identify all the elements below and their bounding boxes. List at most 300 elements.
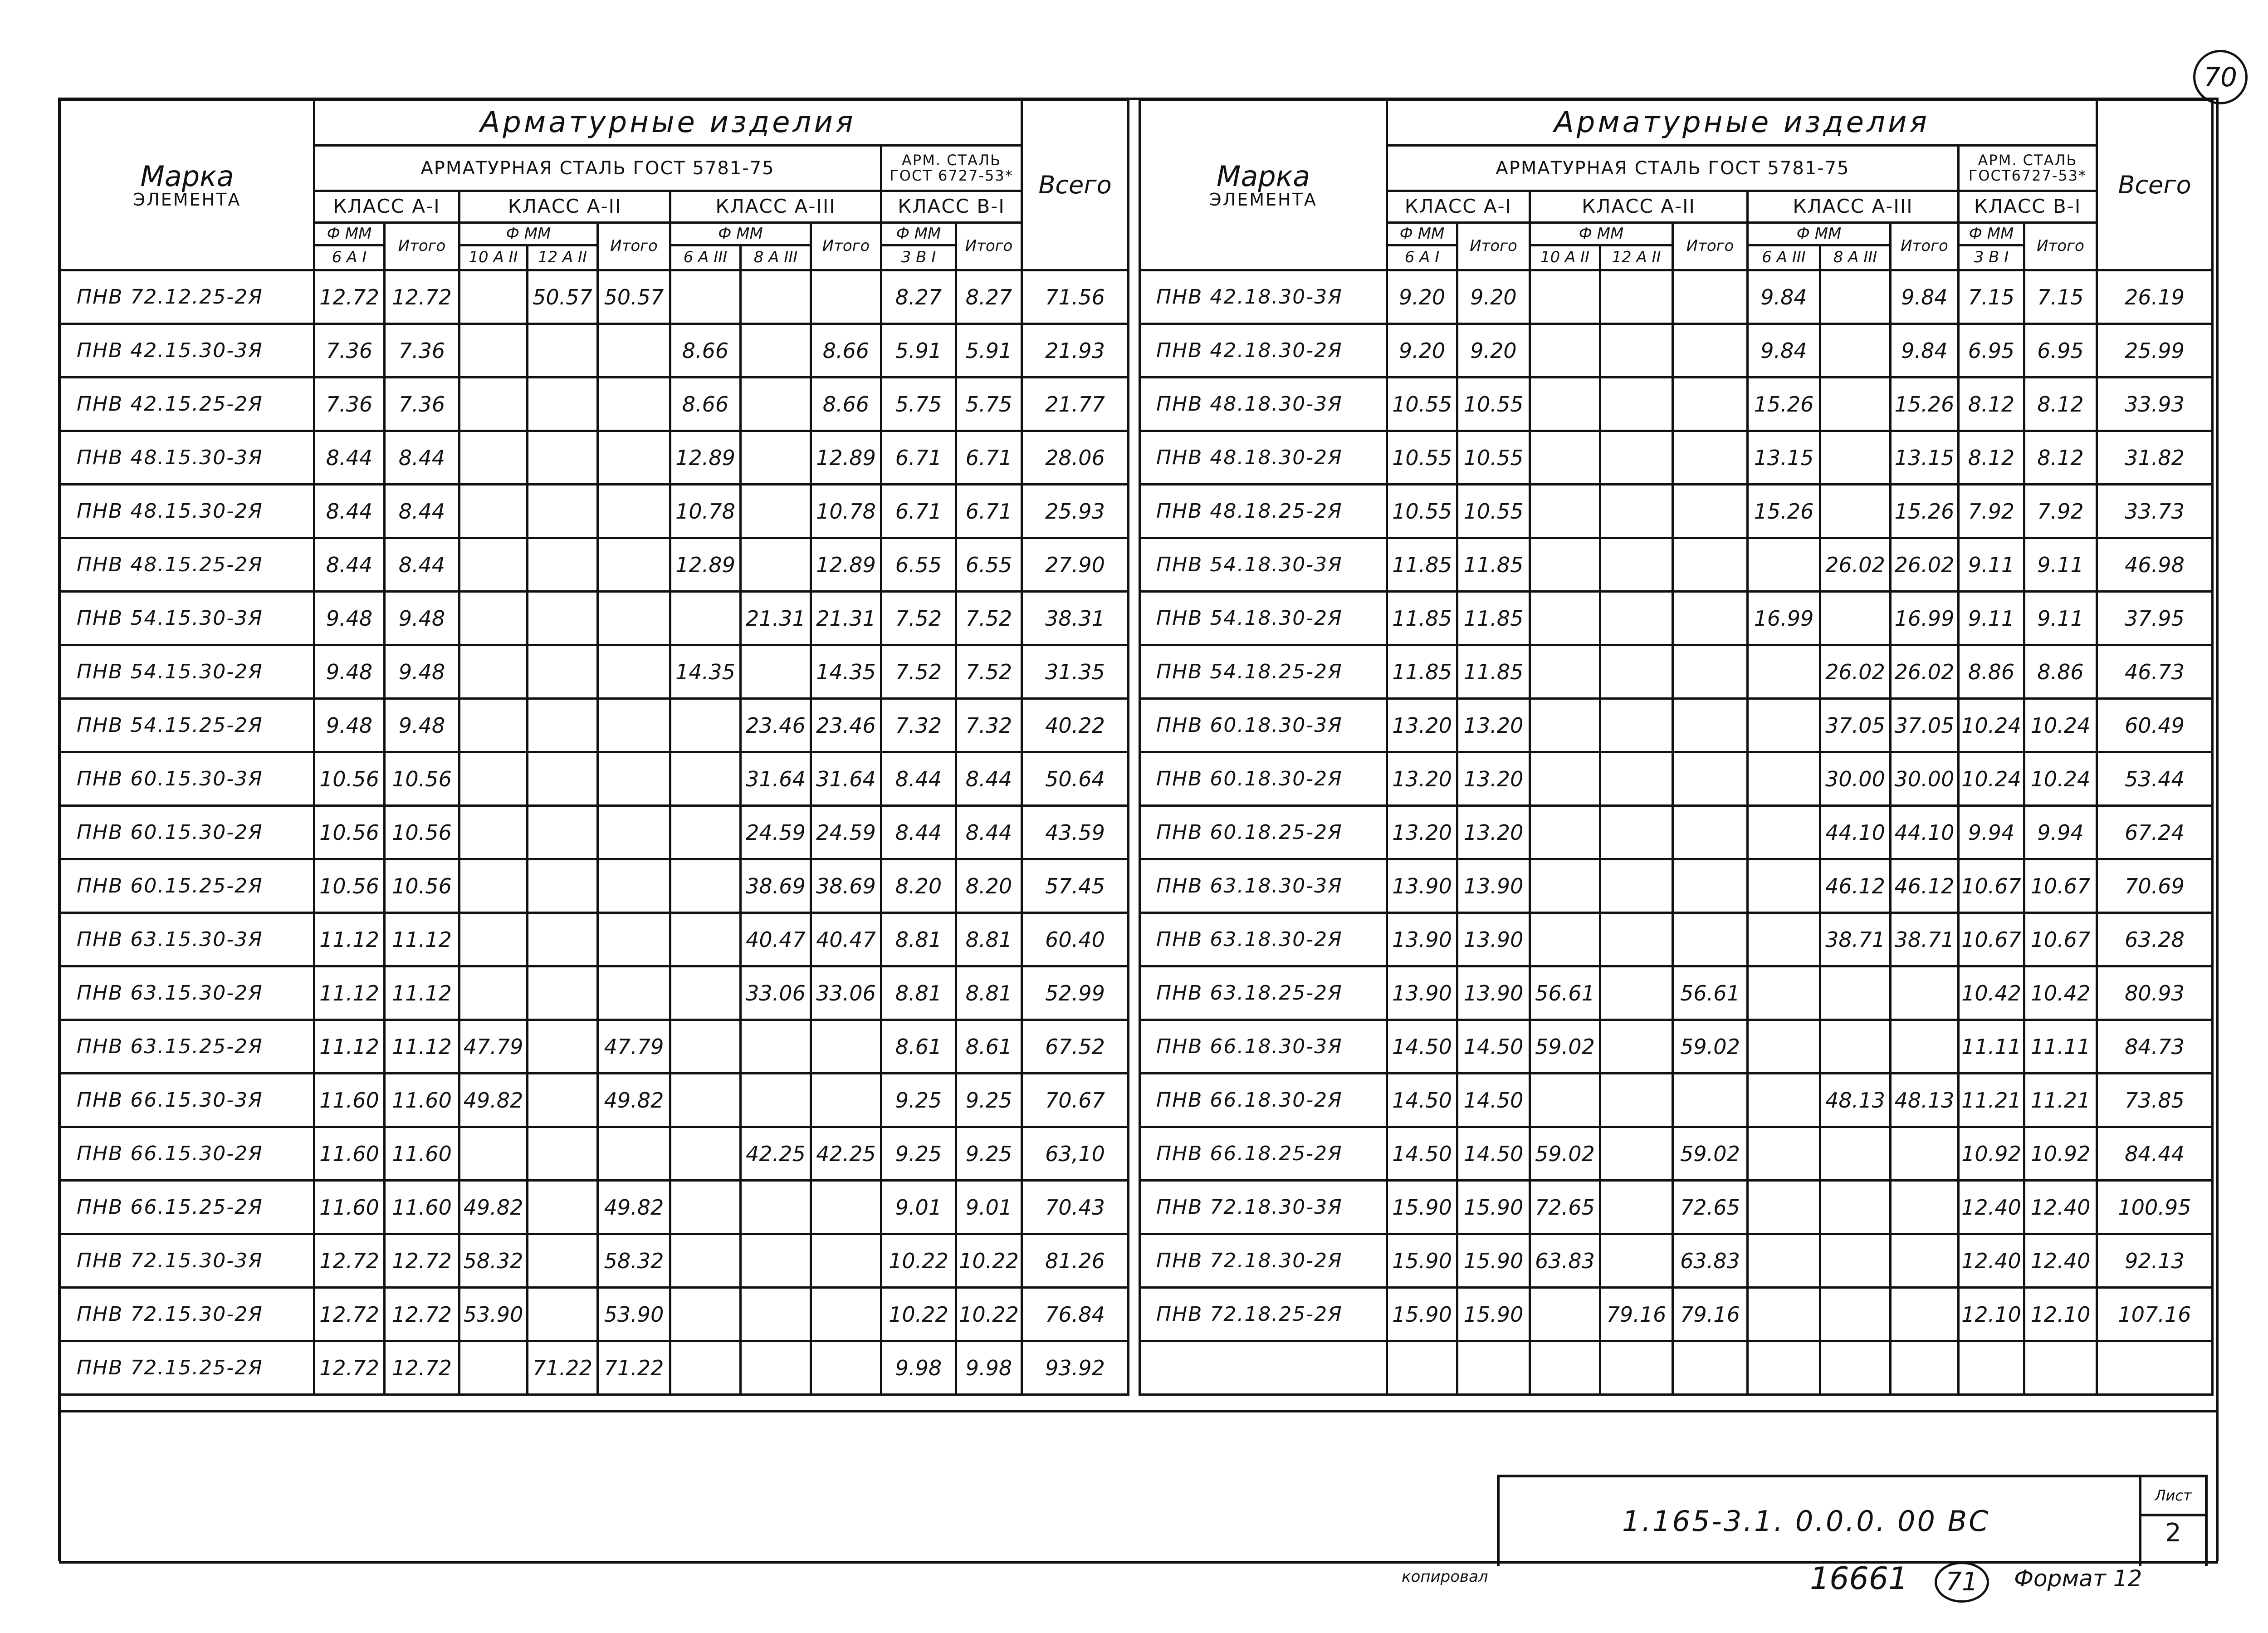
value-cell: 9.01 [881,1181,956,1234]
diameter-header: Ф ММ [459,223,598,245]
element-mark-cell: ПНВ 63.18.30-3Я [1140,859,1387,913]
value-cell: 11.85 [1387,592,1457,645]
value-cell: 7.32 [881,699,956,752]
table-row [1140,1074,2213,1127]
value-cell [1820,431,1891,485]
value-cell [528,378,598,431]
element-mark-cell: ПНВ 54.15.30-3Я [60,592,314,645]
value-cell: 6.55 [881,538,956,592]
total-cell: 60.49 [2097,699,2213,752]
value-cell [670,699,741,752]
value-cell [1530,1341,1600,1395]
value-cell: 71.22 [528,1341,598,1395]
value-cell: 8.12 [2024,431,2097,485]
value-cell [670,592,741,645]
value-cell: 8.44 [956,806,1022,859]
value-cell [528,485,598,538]
value-cell [1530,913,1600,966]
value-cell: 33.06 [741,966,811,1020]
table-row [1140,431,2213,485]
value-cell: 8.44 [881,806,956,859]
value-cell: 9.20 [1387,270,1457,324]
total-cell: 76.84 [1022,1288,1129,1341]
value-cell [811,1234,881,1288]
value-cell [741,270,811,324]
value-cell [811,1020,881,1074]
value-cell [1820,1181,1891,1234]
value-cell [459,431,528,485]
circle-number: 71 [1935,1562,1989,1603]
table-row [60,806,1129,859]
value-cell: 38.69 [741,859,811,913]
class-b1-header: КЛАСС В-I [881,191,1022,223]
table-row [1140,1127,2213,1181]
value-cell: 10.22 [956,1288,1022,1341]
value-cell: 12.89 [811,538,881,592]
total-cell: 46.73 [2097,645,2213,699]
diameter-header: Ф ММ [314,223,385,245]
value-cell [528,645,598,699]
value-cell: 12.72 [385,1341,459,1395]
grade-header: 12 А II [528,245,598,270]
value-cell [1748,538,1820,592]
value-cell: 10.22 [881,1288,956,1341]
element-mark-cell: ПНВ 72.15.25-2Я [60,1341,314,1395]
value-cell: 12.72 [314,270,385,324]
value-cell [598,1127,670,1181]
value-cell: 11.60 [385,1127,459,1181]
value-cell: 10.55 [1457,378,1530,431]
value-cell [1673,806,1748,859]
value-cell: 9.20 [1387,324,1457,378]
grade-header: 10 А II [1530,245,1600,270]
element-mark-cell: ПНВ 48.15.25-2Я [60,538,314,592]
value-cell [1748,859,1820,913]
value-cell [598,378,670,431]
table-row [60,699,1129,752]
itogo-header: Итого [811,223,881,270]
value-cell [1530,699,1600,752]
value-cell: 9.48 [385,699,459,752]
value-cell: 16.99 [1891,592,1959,645]
value-cell: 12.72 [314,1234,385,1288]
value-cell [598,806,670,859]
value-cell: 11.60 [385,1181,459,1234]
table-row [1140,378,2213,431]
value-cell [1673,1341,1748,1395]
table-row [60,966,1129,1020]
value-cell: 8.44 [956,752,1022,806]
right-table-body [1140,270,2213,1395]
element-mark-cell: ПНВ 63.18.30-2Я [1140,913,1387,966]
value-cell: 10.22 [881,1234,956,1288]
total-cell: 25.99 [2097,324,2213,378]
value-cell: 8.81 [881,913,956,966]
value-cell: 7.36 [385,378,459,431]
table-row [60,1181,1129,1234]
element-mark-cell: ПНВ 66.15.30-3Я [60,1074,314,1127]
value-cell: 10.92 [1959,1127,2024,1181]
value-cell: 8.44 [385,485,459,538]
value-cell: 11.12 [314,1020,385,1074]
value-cell: 9.94 [1959,806,2024,859]
value-cell: 12.10 [2024,1288,2097,1341]
element-mark-cell: ПНВ 48.15.30-3Я [60,431,314,485]
value-cell [598,752,670,806]
value-cell [1530,645,1600,699]
total-cell: 53.44 [2097,752,2213,806]
table-bottom-line [59,1410,2218,1412]
element-mark-cell: ПНВ 66.18.30-2Я [1140,1074,1387,1127]
diameter-header: Ф ММ [670,223,811,245]
value-cell: 6.95 [1959,324,2024,378]
value-cell [670,270,741,324]
value-cell: 15.90 [1457,1288,1530,1341]
total-cell: 93.92 [1022,1341,1129,1395]
value-cell [1748,1341,1820,1395]
value-cell: 12.72 [385,270,459,324]
value-cell: 13.20 [1387,699,1457,752]
document-code: 1.165-3.1. 0.0.0. 00 ВС [1622,1505,1990,1538]
value-cell: 24.59 [741,806,811,859]
value-cell: 6.71 [956,485,1022,538]
left-reinforcement-table [59,99,1129,1396]
table-row [60,592,1129,645]
value-cell [1891,1181,1959,1234]
value-cell [1530,1288,1600,1341]
value-cell: 12.10 [1959,1288,2024,1341]
value-cell: 14.35 [670,645,741,699]
inventory-number: 16661 [1810,1561,1908,1597]
element-mark-cell: ПНВ 63.15.30-2Я [60,966,314,1020]
value-cell: 7.36 [314,378,385,431]
table-row [60,645,1129,699]
value-cell [1387,1341,1457,1395]
value-cell: 8.44 [314,538,385,592]
total-cell: 84.44 [2097,1127,2213,1181]
value-cell [528,431,598,485]
table-row [60,1341,1129,1395]
value-cell: 12.72 [385,1234,459,1288]
value-cell: 9.25 [881,1074,956,1127]
element-mark-cell: ПНВ 60.18.25-2Я [1140,806,1387,859]
total-cell: 63.28 [2097,913,2213,966]
value-cell: 50.57 [528,270,598,324]
element-mark-cell: ПНВ 72.18.25-2Я [1140,1288,1387,1341]
value-cell [1748,966,1820,1020]
element-mark-cell: ПНВ 54.15.25-2Я [60,699,314,752]
class-a3-header: КЛАСС А-III [1748,191,1959,223]
total-cell: 81.26 [1022,1234,1129,1288]
table-row [1140,592,2213,645]
value-cell [1820,592,1891,645]
value-cell: 71.22 [598,1341,670,1395]
element-mark-cell: ПНВ 72.12.25-2Я [60,270,314,324]
grade-header: 10 А II [459,245,528,270]
value-cell [1530,806,1600,859]
grade-header: 6 А I [1387,245,1457,270]
value-cell [1600,1074,1673,1127]
value-cell [1600,1020,1673,1074]
value-cell: 9.25 [956,1074,1022,1127]
value-cell [528,592,598,645]
value-cell: 10.67 [1959,859,2024,913]
value-cell [1891,1020,1959,1074]
value-cell [1673,485,1748,538]
total-cell: 92.13 [2097,1234,2213,1288]
value-cell [741,1181,811,1234]
element-mark-cell: ПНВ 60.15.30-2Я [60,806,314,859]
value-cell: 11.60 [314,1127,385,1181]
total-cell: 46.98 [2097,538,2213,592]
value-cell: 21.31 [741,592,811,645]
value-cell: 8.27 [956,270,1022,324]
total-cell: 33.93 [2097,378,2213,431]
value-cell [1891,1341,1959,1395]
value-cell [1748,645,1820,699]
sheet-number: 2 [2165,1518,2181,1548]
class-a2-header: КЛАСС А-II [1530,191,1748,223]
element-mark-cell: ПНВ 63.18.25-2Я [1140,966,1387,1020]
table-row [1140,699,2213,752]
total-cell: 57.45 [1022,859,1129,913]
value-cell: 10.56 [385,752,459,806]
value-cell: 15.26 [1891,378,1959,431]
value-cell: 15.26 [1748,378,1820,431]
total-cell [2097,1341,2213,1395]
value-cell [741,1020,811,1074]
element-mark-cell: ПНВ 72.15.30-3Я [60,1234,314,1288]
value-cell: 12.40 [2024,1181,2097,1234]
element-mark-cell: ПНВ 66.18.25-2Я [1140,1127,1387,1181]
value-cell [1748,806,1820,859]
value-cell: 59.02 [1530,1127,1600,1181]
value-cell: 10.55 [1387,431,1457,485]
value-cell [459,270,528,324]
value-cell: 15.26 [1748,485,1820,538]
value-cell: 11.12 [314,913,385,966]
value-cell: 7.52 [881,645,956,699]
value-cell [670,913,741,966]
table-row [1140,1341,2213,1395]
total-cell: 67.52 [1022,1020,1129,1074]
value-cell [670,859,741,913]
value-cell: 15.90 [1387,1288,1457,1341]
value-cell: 48.13 [1820,1074,1891,1127]
value-cell: 10.56 [385,859,459,913]
value-cell: 14.50 [1387,1127,1457,1181]
value-cell [811,1341,881,1395]
class-a1-header: КЛАСС А-I [1387,191,1530,223]
value-cell: 37.05 [1891,699,1959,752]
table-row [60,485,1129,538]
value-cell [598,324,670,378]
total-cell: 27.90 [1022,538,1129,592]
total-cell: 84.73 [2097,1020,2213,1074]
total-cell: 73.85 [2097,1074,2213,1127]
value-cell: 15.90 [1387,1234,1457,1288]
value-cell: 59.02 [1530,1020,1600,1074]
value-cell: 11.21 [2024,1074,2097,1127]
value-cell [1530,485,1600,538]
group-header: Арматурные изделия [1387,100,2097,146]
total-cell: 63,10 [1022,1127,1129,1181]
diameter-header: Ф ММ [1748,223,1891,245]
value-cell: 11.21 [1959,1074,2024,1127]
element-mark-cell: ПНВ 66.18.30-3Я [1140,1020,1387,1074]
diameter-header: Ф ММ [1530,223,1673,245]
value-cell: 72.65 [1673,1181,1748,1234]
value-cell [459,324,528,378]
value-cell: 48.13 [1891,1074,1959,1127]
value-cell: 7.15 [2024,270,2097,324]
value-cell: 9.11 [1959,592,2024,645]
value-cell: 11.11 [1959,1020,2024,1074]
value-cell [598,592,670,645]
value-cell [1530,752,1600,806]
itogo-header: Итого [598,223,670,270]
value-cell: 14.35 [811,645,881,699]
value-cell [1673,431,1748,485]
grade-header: 3 В I [881,245,956,270]
value-cell: 11.11 [2024,1020,2097,1074]
value-cell: 10.56 [314,859,385,913]
value-cell: 14.50 [1457,1020,1530,1074]
total-cell: 70.67 [1022,1074,1129,1127]
total-cell: 26.19 [2097,270,2213,324]
value-cell [1600,378,1673,431]
table-row [1140,752,2213,806]
value-cell: 8.12 [2024,378,2097,431]
table-row [1140,913,2213,966]
value-cell [1600,966,1673,1020]
value-cell: 9.48 [314,699,385,752]
total-cell: 21.77 [1022,378,1129,431]
value-cell: 11.85 [1387,645,1457,699]
value-cell: 8.20 [956,859,1022,913]
value-cell [1530,431,1600,485]
value-cell: 38.71 [1891,913,1959,966]
value-cell [741,1288,811,1341]
table-row [1140,270,2213,324]
diameter-header: Ф ММ [881,223,956,245]
value-cell [670,752,741,806]
value-cell: 9.11 [2024,592,2097,645]
value-cell: 56.61 [1673,966,1748,1020]
value-cell [1673,752,1748,806]
format-label: Формат 12 [2014,1565,2142,1592]
value-cell: 12.89 [670,538,741,592]
value-cell: 13.20 [1387,752,1457,806]
value-cell: 10.56 [314,752,385,806]
value-cell [1600,1181,1673,1234]
value-cell [1530,859,1600,913]
value-cell [1820,1341,1891,1395]
mark-header: Марка ЭЛЕМЕНТА [60,100,314,270]
value-cell [598,859,670,913]
value-cell: 14.50 [1387,1020,1457,1074]
total-cell: 107.16 [2097,1288,2213,1341]
value-cell: 9.84 [1748,270,1820,324]
value-cell [741,378,811,431]
value-cell [1600,1341,1673,1395]
value-cell: 11.85 [1457,538,1530,592]
value-cell: 8.20 [881,859,956,913]
value-cell [1600,485,1673,538]
value-cell: 49.82 [598,1074,670,1127]
value-cell: 9.48 [385,592,459,645]
value-cell [1673,913,1748,966]
grade-header: 12 А II [1600,245,1673,270]
table-row [1140,645,2213,699]
value-cell: 10.78 [670,485,741,538]
value-cell: 38.71 [1820,913,1891,966]
total-header: Всего [1022,100,1129,270]
value-cell: 9.98 [881,1341,956,1395]
value-cell: 79.16 [1673,1288,1748,1341]
value-cell [811,1074,881,1127]
value-cell: 7.52 [881,592,956,645]
table-row [1140,1234,2213,1288]
value-cell: 24.59 [811,806,881,859]
value-cell [670,966,741,1020]
wire-header: АРМ. СТАЛЬ ГОСТ6727-53* [1959,146,2097,191]
total-cell: 70.43 [1022,1181,1129,1234]
table-row [1140,1288,2213,1341]
value-cell [1600,1127,1673,1181]
itogo-header: Итого [956,223,1022,270]
element-mark-cell: ПНВ 72.18.30-3Я [1140,1181,1387,1234]
class-a2-header: КЛАСС А-II [459,191,670,223]
value-cell [1891,1234,1959,1288]
itogo-header: Итого [1891,223,1959,270]
value-cell: 59.02 [1673,1020,1748,1074]
total-cell: 71.56 [1022,270,1129,324]
value-cell [598,485,670,538]
value-cell [1530,270,1600,324]
value-cell: 12.40 [1959,1181,2024,1234]
value-cell: 15.90 [1457,1234,1530,1288]
total-cell: 25.93 [1022,485,1129,538]
value-cell: 9.48 [385,645,459,699]
value-cell [1748,1127,1820,1181]
element-mark-cell: ПНВ 66.15.25-2Я [60,1181,314,1234]
table-row [1140,538,2213,592]
table-row [1140,1020,2213,1074]
total-cell: 31.35 [1022,645,1129,699]
value-cell [459,485,528,538]
value-cell [528,1127,598,1181]
value-cell: 8.12 [1959,378,2024,431]
value-cell [1748,752,1820,806]
table-row [60,752,1129,806]
grade-header: 6 А III [670,245,741,270]
value-cell: 33.06 [811,966,881,1020]
table-row [60,270,1129,324]
value-cell [1600,538,1673,592]
value-cell: 46.12 [1820,859,1891,913]
value-cell: 40.47 [741,913,811,966]
value-cell: 26.02 [1891,538,1959,592]
value-cell [670,1288,741,1341]
value-cell: 12.72 [385,1288,459,1341]
value-cell: 49.82 [459,1181,528,1234]
value-cell: 53.90 [598,1288,670,1341]
element-mark-cell: ПНВ 60.15.30-3Я [60,752,314,806]
value-cell: 63.83 [1530,1234,1600,1288]
value-cell [741,1074,811,1127]
value-cell [598,645,670,699]
